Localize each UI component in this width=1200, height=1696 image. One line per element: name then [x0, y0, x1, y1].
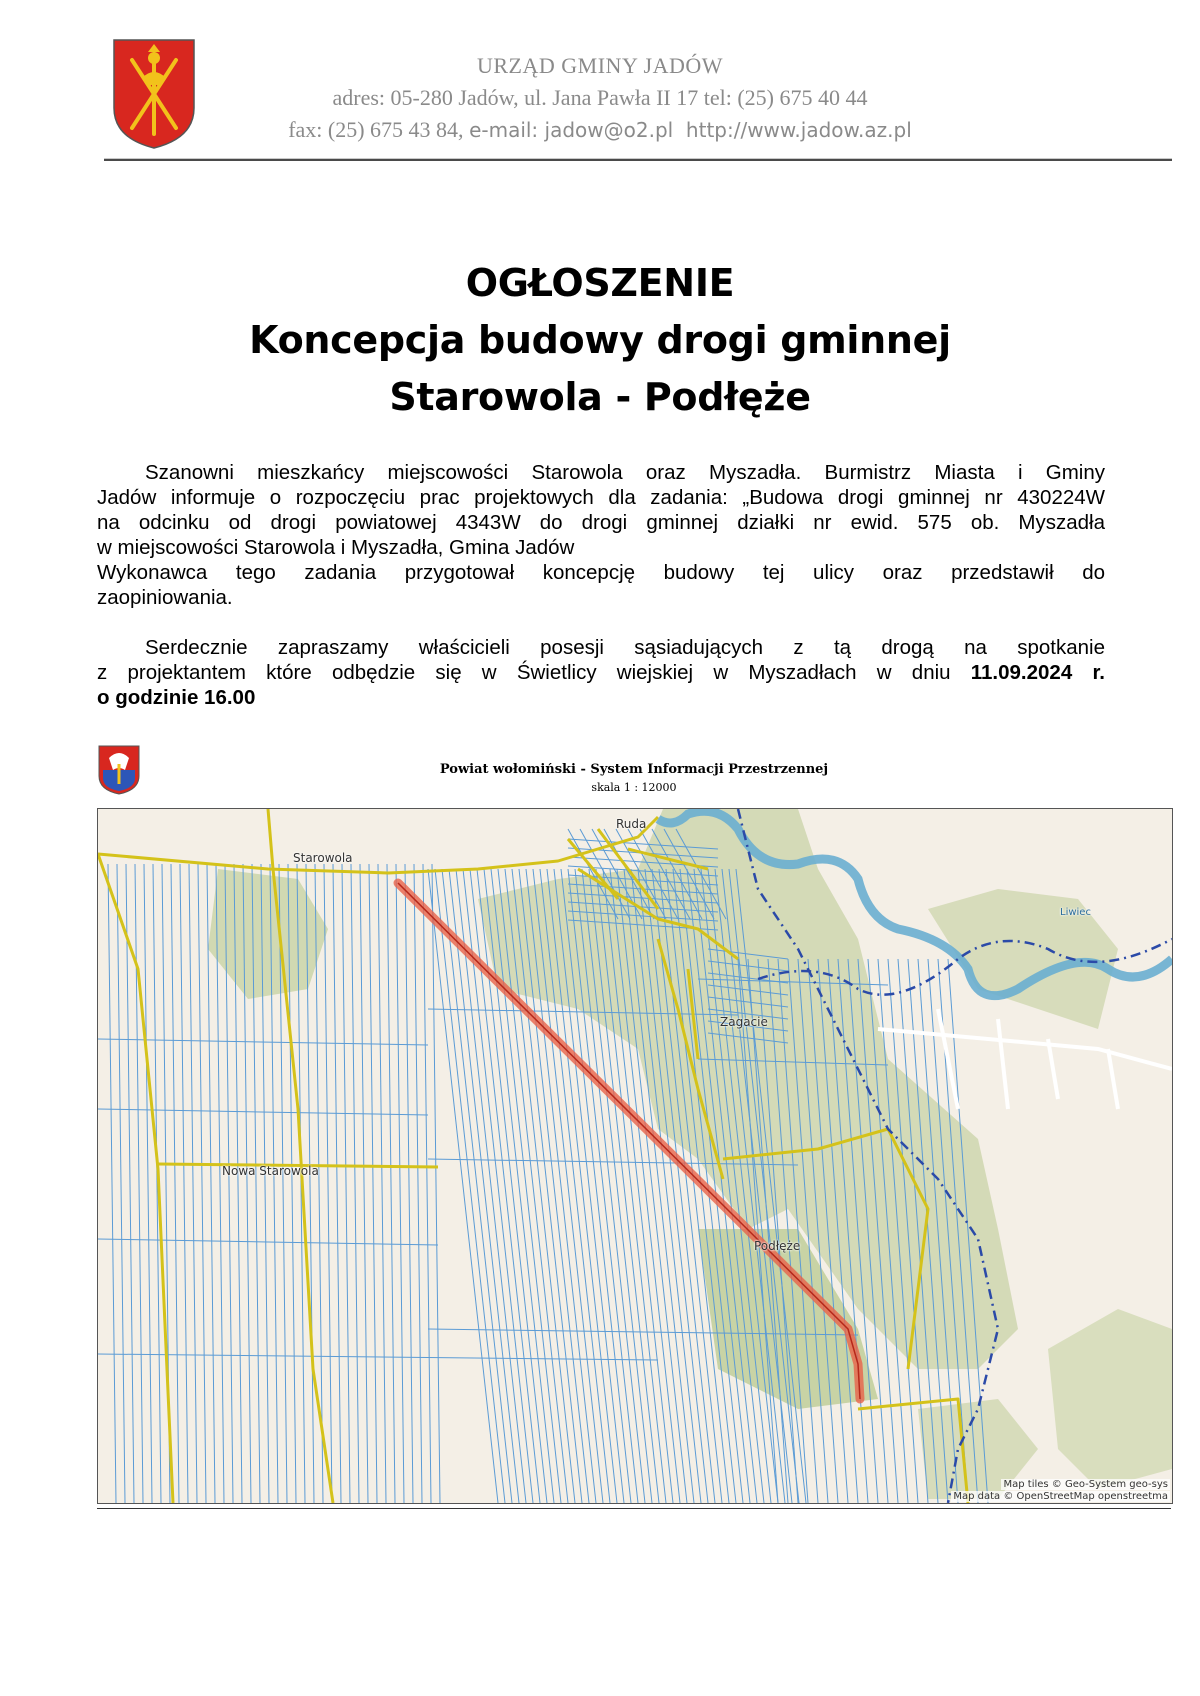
- parcel-line: [333, 864, 341, 1503]
- letterhead-divider: [104, 158, 1172, 161]
- map-label-starowola: Starowola: [293, 851, 353, 865]
- parcel-line: [405, 864, 413, 1503]
- text-line: Szanowni mieszkańcy miejscowości Starowola oraz Myszadła. Burmistrz Miasta i Gminy: [145, 461, 1105, 484]
- text-line: w miejscowości Starowola i Myszadła, Gmina Jadów: [97, 536, 575, 559]
- paragraph-invitation: [97, 635, 1105, 710]
- parcel-line: [423, 864, 431, 1503]
- parcel-line: [180, 864, 188, 1503]
- text-line: na odcinku od drogi powiatowej 4343W do drogi gminnej działki nr ewid. 575 ob. Myszadła: [97, 511, 1105, 534]
- map-header: [97, 744, 1171, 806]
- parcel-line: [207, 864, 215, 1503]
- local-street: [998, 1019, 1008, 1109]
- parcel-line: [126, 864, 134, 1503]
- text-line: [97, 660, 1105, 685]
- map-label-podleze: Podłęże: [754, 1239, 801, 1253]
- announcement-title-line2: Starowola - Podłęże: [389, 375, 811, 419]
- map-label-ruda: Ruda: [616, 817, 647, 831]
- text-line: zaopiniowania.: [97, 586, 233, 609]
- parcel-line: [360, 864, 368, 1503]
- map-title: Powiat wołomiński - System Informacji Przestrzennej: [439, 762, 829, 777]
- office-name: URZĄD GMINY JADÓW: [477, 53, 723, 78]
- invitation-text: z projektantem które odbędzie się w Świetlicy wiejskiej w Myszadłach w dniu: [97, 661, 971, 684]
- map-label-zagacie: Zagacie: [720, 1015, 768, 1029]
- office-fax: fax: (25) 675 43 84,: [288, 117, 470, 142]
- paragraph-intro: [97, 460, 1105, 610]
- parcel-line: [432, 864, 440, 1503]
- map-scale: skala 1 : 12000: [591, 781, 677, 794]
- local-street: [1048, 1039, 1058, 1099]
- text-line: Serdecznie zapraszamy właścicieli posesji sąsiadujących z tą drogą na spotkanie: [145, 636, 1105, 659]
- parcel-line: [198, 864, 206, 1503]
- office-website-link[interactable]: http://www.jadow.az.pl: [685, 118, 912, 142]
- announcement-titles: [0, 255, 1200, 426]
- parcel-line: [396, 864, 404, 1503]
- parcel-line: [171, 864, 179, 1503]
- meeting-time: o godzinie 16.00: [97, 686, 256, 709]
- office-contact: [240, 114, 960, 146]
- office-address: adres: 05-280 Jadów, ul. Jana Pawła II 17 tel: (25) 675 40 44: [332, 85, 868, 110]
- parcel-line: [414, 864, 422, 1503]
- parcel-boundary: [98, 1354, 658, 1360]
- parcel-line: [117, 864, 125, 1503]
- announcement-heading: OGŁOSZENIE: [465, 261, 735, 305]
- text-line: Jadów informuje o rozpoczęciu prac projektowych dla zadania: „Budowa drogi gminnej nr 430224W: [97, 486, 1105, 509]
- parcel-line: [342, 864, 350, 1503]
- local-street: [1108, 1049, 1118, 1109]
- text-line: Wykonawca tego zadania przygotował koncepcję budowy tej ulicy oraz przedstawił do: [97, 561, 1105, 584]
- cadastral-map[interactable]: [97, 808, 1173, 1504]
- local-street: [878, 1029, 1172, 1069]
- parcel-line: [108, 864, 116, 1503]
- map-canvas: [98, 809, 1172, 1503]
- parcel-line: [189, 864, 197, 1503]
- parcel-line: [387, 864, 395, 1503]
- map-attribution-data: Map data © OpenStreetMap openstreetma: [953, 1491, 1168, 1502]
- map-bottom-rule: [97, 1508, 1171, 1509]
- parcel-line: [369, 864, 377, 1503]
- letterhead: [0, 0, 1200, 170]
- announcement-title-line1: Koncepcja budowy drogi gminnej: [249, 318, 951, 362]
- parcel-line: [351, 864, 359, 1503]
- parcel-line: [324, 864, 332, 1503]
- parcel-line: [378, 864, 386, 1503]
- map-label-river: Liwiec: [1060, 907, 1091, 918]
- office-email[interactable]: e-mail: jadow@o2.pl: [469, 118, 674, 142]
- announcement-body: [97, 460, 1105, 710]
- coat-of-arms-icon: [112, 38, 196, 150]
- text-line: [97, 685, 1105, 710]
- map-label-nowa-starowola: Nowa Starowola: [222, 1164, 319, 1178]
- meeting-date: 11.09.2024 r.: [970, 661, 1105, 684]
- parcel-line: [144, 864, 152, 1503]
- map-attribution-tiles: Map tiles © Geo-System geo-sys: [1003, 1479, 1168, 1490]
